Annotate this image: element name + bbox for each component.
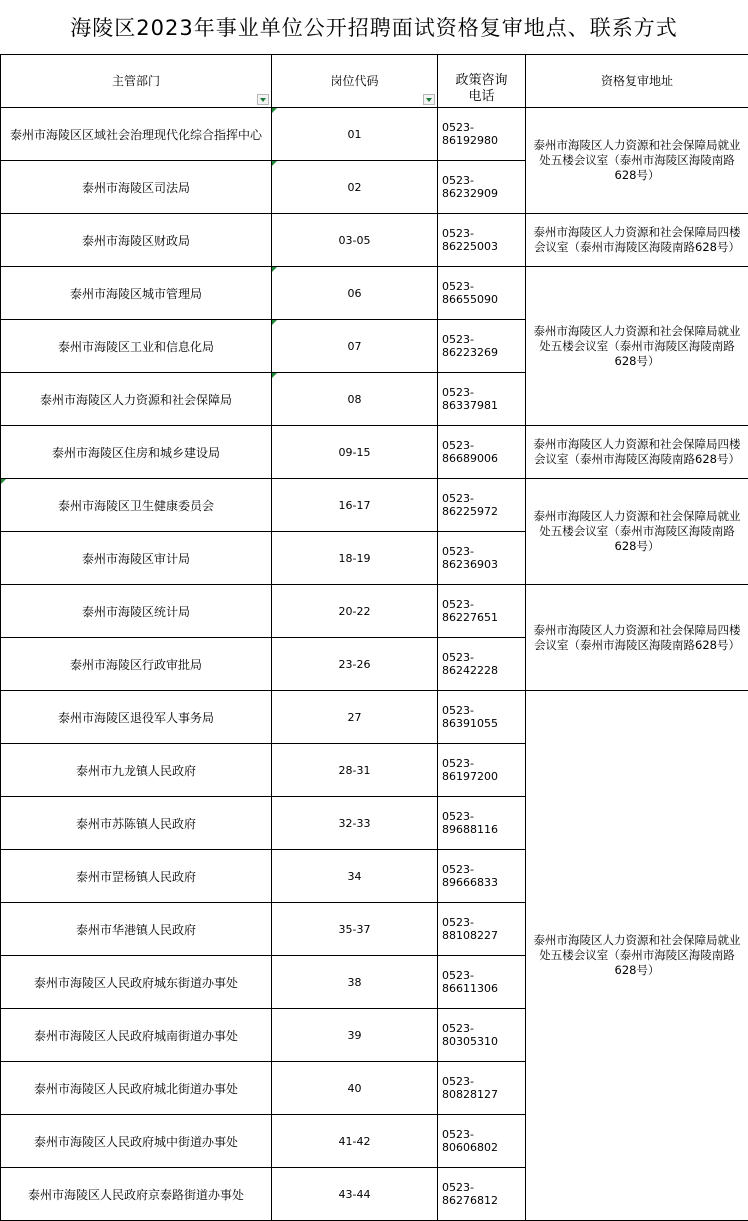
cell-flag-marker	[1, 479, 6, 484]
cell-phone: 0523-86242228	[438, 638, 526, 691]
cell-dept: 泰州市海陵区司法局	[1, 161, 272, 214]
cell-code: 35-37	[272, 903, 438, 956]
table-row	[1, 214, 748, 267]
cell-dept: 泰州市海陵区卫生健康委员会	[1, 479, 272, 532]
header-dept	[1, 55, 272, 108]
cell-code: 02	[272, 161, 438, 214]
cell-code: 16-17	[272, 479, 438, 532]
cell-dept: 泰州市海陵区人民政府城中街道办事处	[1, 1115, 272, 1168]
header-code-label: 岗位代码	[330, 74, 378, 88]
cell-dept: 泰州市海陵区人民政府城北街道办事处	[1, 1062, 272, 1115]
cell-phone: 0523-86197200	[438, 744, 526, 797]
cell-phone: 0523-86236903	[438, 532, 526, 585]
cell-dept: 泰州市苏陈镇人民政府	[1, 797, 272, 850]
table-row	[1, 585, 748, 638]
cell-code: 18-19	[272, 532, 438, 585]
table-header-row	[1, 55, 748, 108]
cell-code: 01	[272, 108, 438, 161]
header-addr-label: 资格复审地址	[601, 74, 673, 88]
cell-dept: 泰州市海陵区城市管理局	[1, 267, 272, 320]
cell-phone: 0523-88108227	[438, 903, 526, 956]
cell-dept: 泰州市海陵区退役军人事务局	[1, 691, 272, 744]
header-phone-label: 政策咨询 电话	[455, 73, 507, 104]
cell-code: 08	[272, 373, 438, 426]
cell-flag-marker	[272, 373, 277, 378]
filter-dropdown-icon[interactable]	[257, 94, 269, 105]
cell-phone: 0523-86225972	[438, 479, 526, 532]
cell-code: 32-33	[272, 797, 438, 850]
header-dept-label: 主管部门	[112, 74, 160, 88]
page-title: 海陵区2023年事业单位公开招聘面试资格复审地点、联系方式	[0, 0, 748, 54]
cell-phone: 0523-89666833	[438, 850, 526, 903]
cell-phone: 0523-80305310	[438, 1009, 526, 1062]
cell-phone: 0523-89688116	[438, 797, 526, 850]
cell-phone: 0523-86225003	[438, 214, 526, 267]
cell-address: 泰州市海陵区人力资源和社会保障局就业处五楼会议室（泰州市海陵区海陵南路628号）	[526, 691, 748, 1221]
cell-code: 20-22	[272, 585, 438, 638]
cell-phone: 0523-86192980	[438, 108, 526, 161]
cell-dept: 泰州市海陵区工业和信息化局	[1, 320, 272, 373]
cell-phone: 0523-86689006	[438, 426, 526, 479]
cell-code: 41-42	[272, 1115, 438, 1168]
cell-dept: 泰州市海陵区人民政府城南街道办事处	[1, 1009, 272, 1062]
table-row	[1, 426, 748, 479]
cell-code: 39	[272, 1009, 438, 1062]
cell-code: 28-31	[272, 744, 438, 797]
cell-dept: 泰州市海陵区人民政府城东街道办事处	[1, 956, 272, 1009]
cell-address: 泰州市海陵区人力资源和社会保障局就业处五楼会议室（泰州市海陵区海陵南路628号）	[526, 267, 748, 426]
cell-flag-marker	[272, 320, 277, 325]
cell-code: 27	[272, 691, 438, 744]
cell-flag-marker	[272, 108, 277, 113]
table-row	[1, 691, 748, 744]
cell-phone: 0523-80606802	[438, 1115, 526, 1168]
cell-code: 06	[272, 267, 438, 320]
cell-address: 泰州市海陵区人力资源和社会保障局四楼会议室（泰州市海陵区海陵南路628号）	[526, 214, 748, 267]
recheck-table	[0, 54, 748, 1221]
header-phone	[438, 55, 526, 108]
cell-dept: 泰州市海陵区住房和城乡建设局	[1, 426, 272, 479]
cell-code: 23-26	[272, 638, 438, 691]
cell-dept: 泰州市海陵区人民政府京泰路街道办事处	[1, 1168, 272, 1221]
cell-phone: 0523-86611306	[438, 956, 526, 1009]
cell-address: 泰州市海陵区人力资源和社会保障局就业处五楼会议室（泰州市海陵区海陵南路628号）	[526, 479, 748, 585]
cell-address: 泰州市海陵区人力资源和社会保障局四楼会议室（泰州市海陵区海陵南路628号）	[526, 426, 748, 479]
cell-flag-marker	[272, 267, 277, 272]
cell-dept: 泰州市海陵区人力资源和社会保障局	[1, 373, 272, 426]
cell-phone: 0523-80828127	[438, 1062, 526, 1115]
cell-code: 34	[272, 850, 438, 903]
cell-code: 09-15	[272, 426, 438, 479]
header-code	[272, 55, 438, 108]
cell-phone: 0523-86276812	[438, 1168, 526, 1221]
cell-flag-marker	[272, 161, 277, 166]
cell-phone: 0523-86223269	[438, 320, 526, 373]
cell-address: 泰州市海陵区人力资源和社会保障局就业处五楼会议室（泰州市海陵区海陵南路628号）	[526, 108, 748, 214]
cell-dept: 泰州市海陵区财政局	[1, 214, 272, 267]
table-row	[1, 479, 748, 532]
cell-code: 07	[272, 320, 438, 373]
cell-dept: 泰州市华港镇人民政府	[1, 903, 272, 956]
table-row	[1, 108, 748, 161]
cell-dept: 泰州市罡杨镇人民政府	[1, 850, 272, 903]
cell-dept: 泰州市海陵区统计局	[1, 585, 272, 638]
cell-address: 泰州市海陵区人力资源和社会保障局四楼会议室（泰州市海陵区海陵南路628号）	[526, 585, 748, 691]
table-row	[1, 267, 748, 320]
cell-dept: 泰州市海陵区审计局	[1, 532, 272, 585]
cell-phone: 0523-86655090	[438, 267, 526, 320]
filter-dropdown-icon[interactable]	[423, 94, 435, 105]
cell-phone: 0523-86337981	[438, 373, 526, 426]
cell-dept: 泰州市海陵区行政审批局	[1, 638, 272, 691]
cell-phone: 0523-86227651	[438, 585, 526, 638]
cell-phone: 0523-86232909	[438, 161, 526, 214]
cell-code: 03-05	[272, 214, 438, 267]
cell-dept: 泰州市九龙镇人民政府	[1, 744, 272, 797]
header-addr	[526, 55, 748, 108]
cell-code: 40	[272, 1062, 438, 1115]
cell-code: 43-44	[272, 1168, 438, 1221]
cell-phone: 0523-86391055	[438, 691, 526, 744]
cell-code: 38	[272, 956, 438, 1009]
cell-dept: 泰州市海陵区区域社会治理现代化综合指挥中心	[1, 108, 272, 161]
